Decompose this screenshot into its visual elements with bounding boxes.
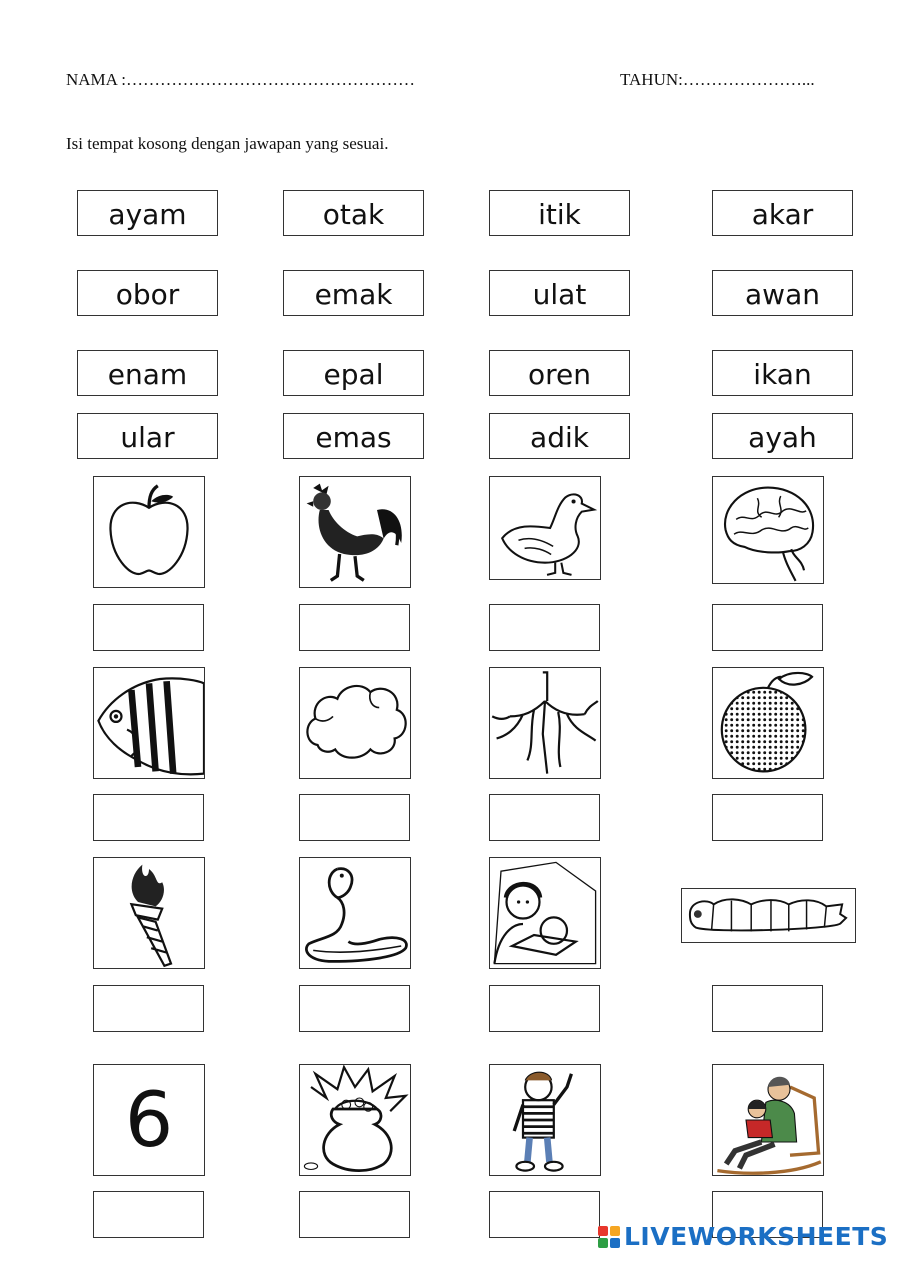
answer-box[interactable]: [489, 794, 600, 841]
word-itik: itik: [489, 190, 630, 236]
word-emas: emas: [283, 413, 424, 459]
answer-box[interactable]: [712, 985, 823, 1032]
logo-square: [598, 1226, 608, 1236]
answer-box[interactable]: [299, 794, 410, 841]
word-otak: otak: [283, 190, 424, 236]
instruction-text: Isi tempat kosong dengan jawapan yang sesuai.: [66, 134, 389, 153]
boy-icon: [489, 1064, 601, 1176]
logo-text: LIVEWORKSHEETS: [624, 1222, 889, 1251]
caterpillar-icon: [681, 888, 856, 943]
logo-square: [610, 1226, 620, 1236]
brain-icon: [712, 476, 824, 584]
word-adik: adik: [489, 413, 630, 459]
word-akar: akar: [712, 190, 853, 236]
tahun-field: TAHUN:…………………...: [620, 70, 815, 89]
duck-icon: [489, 476, 601, 580]
answer-box[interactable]: [489, 604, 600, 651]
orange-icon: [712, 667, 824, 779]
fish-icon: [93, 667, 205, 779]
answer-box[interactable]: [712, 604, 823, 651]
mother-icon: [489, 857, 601, 969]
answer-box[interactable]: [93, 985, 204, 1032]
word-enam: enam: [77, 350, 218, 396]
six-icon: [93, 1064, 205, 1176]
liveworksheets-logo: [598, 1222, 888, 1251]
word-ayam: ayam: [77, 190, 218, 236]
word-ikan: ikan: [712, 350, 853, 396]
answer-box[interactable]: [299, 1191, 410, 1238]
answer-box[interactable]: [489, 985, 600, 1032]
word-epal: epal: [283, 350, 424, 396]
rooster-icon: [299, 476, 411, 588]
logo-square: [598, 1238, 608, 1248]
six-digit: 6: [124, 1075, 174, 1164]
root-icon: [489, 667, 601, 779]
torch-icon: [93, 857, 205, 969]
answer-box[interactable]: [93, 604, 204, 651]
snake-icon: [299, 857, 411, 969]
word-ayah: ayah: [712, 413, 853, 459]
answer-box[interactable]: [93, 1191, 204, 1238]
answer-box[interactable]: [93, 794, 204, 841]
cloud-icon: [299, 667, 411, 779]
word-obor: obor: [77, 270, 218, 316]
apple-icon: [93, 476, 205, 588]
word-emak: emak: [283, 270, 424, 316]
logo-square: [610, 1238, 620, 1248]
word-ular: ular: [77, 413, 218, 459]
word-ulat: ulat: [489, 270, 630, 316]
answer-box[interactable]: [712, 794, 823, 841]
answer-box[interactable]: [299, 985, 410, 1032]
word-awan: awan: [712, 270, 853, 316]
liveworksheets-mark-icon: [598, 1226, 620, 1248]
gold-pot-icon: [299, 1064, 411, 1176]
father-icon: [712, 1064, 824, 1176]
nama-field: NAMA :……………………………………………: [66, 70, 415, 89]
answer-box[interactable]: [489, 1191, 600, 1238]
word-oren: oren: [489, 350, 630, 396]
answer-box[interactable]: [299, 604, 410, 651]
